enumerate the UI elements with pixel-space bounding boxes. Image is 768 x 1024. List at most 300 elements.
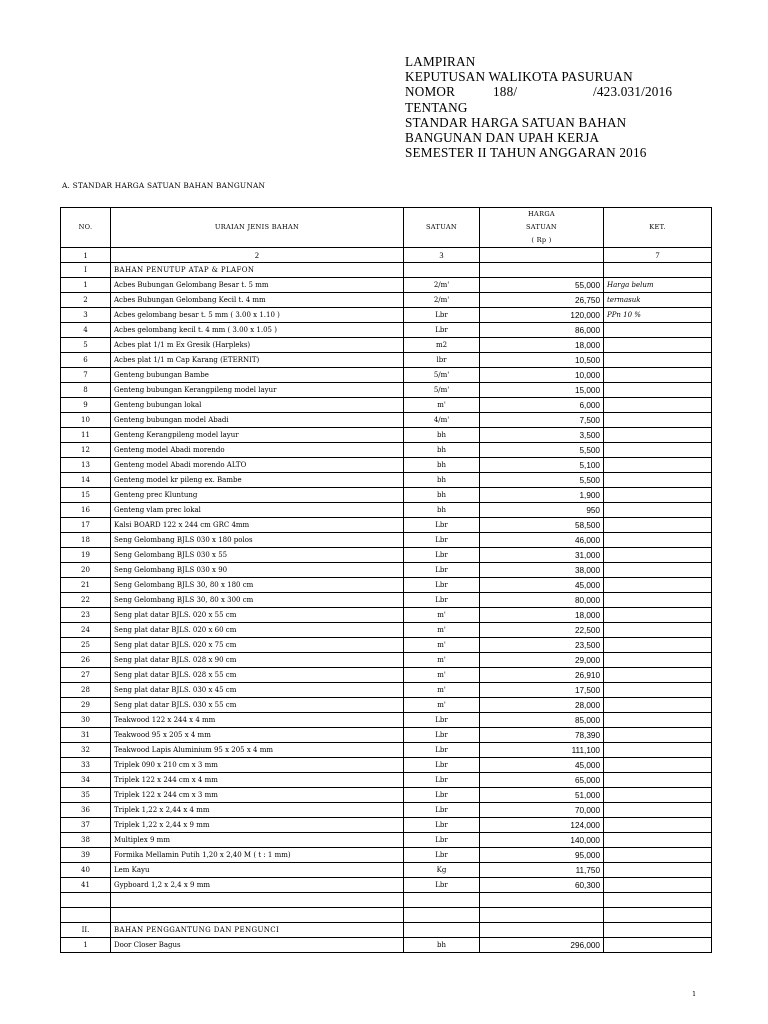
row-number: 6 (61, 353, 111, 368)
empty-cell (480, 893, 604, 908)
row-note (604, 503, 712, 518)
row-number: 8 (61, 383, 111, 398)
table-row (61, 818, 712, 833)
row-unit: m' (404, 668, 480, 683)
row-price: 55,000 (480, 278, 604, 293)
row-description: Acbes plat 1/1 m Ex Gresik (Harpleks) (111, 338, 404, 353)
row-note (604, 398, 712, 413)
row-description: Triplek 090 x 210 cm x 3 mm (111, 758, 404, 773)
row-number: 1 (61, 938, 111, 953)
row-note (604, 383, 712, 398)
row-unit: Lbr (404, 713, 480, 728)
nomor-part2: /423.031/2016 (593, 84, 673, 100)
empty-cell (404, 263, 480, 278)
row-number: 38 (61, 833, 111, 848)
row-unit: m' (404, 698, 480, 713)
row-description: Acbes plat 1/1 m Cap Karang (ETERNIT) (111, 353, 404, 368)
document-header (405, 54, 705, 160)
section-row (61, 923, 712, 938)
table-row (61, 938, 712, 953)
row-note (604, 488, 712, 503)
row-unit: m2 (404, 338, 480, 353)
row-price: 45,000 (480, 758, 604, 773)
row-description: Seng plat datar BJLS. 020 x 60 cm (111, 623, 404, 638)
row-number: 17 (61, 518, 111, 533)
row-unit: Lbr (404, 578, 480, 593)
row-unit: 5/m' (404, 383, 480, 398)
row-note (604, 338, 712, 353)
row-note (604, 593, 712, 608)
row-price: 60,300 (480, 878, 604, 893)
table-row (61, 458, 712, 473)
row-description: Triplek 122 x 244 cm x 3 mm (111, 788, 404, 803)
row-unit: 2/m' (404, 278, 480, 293)
row-unit: Lbr (404, 773, 480, 788)
row-price: 11,750 (480, 863, 604, 878)
row-description: Genteng bubungan Kerangpileng model layur (111, 383, 404, 398)
row-number: 23 (61, 608, 111, 623)
table-row (61, 593, 712, 608)
header-subject-3: SEMESTER II TAHUN ANGGARAN 2016 (405, 145, 647, 161)
row-note (604, 818, 712, 833)
row-description: Seng plat datar BJLS. 020 x 55 cm (111, 608, 404, 623)
row-unit: Lbr (404, 788, 480, 803)
row-number: 26 (61, 653, 111, 668)
row-description: Seng Gelombang BJLS 030 x 180 polos (111, 533, 404, 548)
index-cell: 3 (404, 248, 480, 263)
table-row (61, 683, 712, 698)
row-unit: Lbr (404, 518, 480, 533)
row-description: Seng Gelombang BJLS 030 x 55 (111, 548, 404, 563)
row-unit: bh (404, 428, 480, 443)
row-note (604, 473, 712, 488)
row-price: 17,500 (480, 683, 604, 698)
row-description: Teakwood Lapis Aluminium 95 x 205 x 4 mm (111, 743, 404, 758)
row-number: 35 (61, 788, 111, 803)
row-number: 33 (61, 758, 111, 773)
row-number: 18 (61, 533, 111, 548)
table-row (61, 758, 712, 773)
table-row (61, 338, 712, 353)
row-number: 29 (61, 698, 111, 713)
row-price: 80,000 (480, 593, 604, 608)
row-description: Seng plat datar BJLS. 030 x 45 cm (111, 683, 404, 698)
section-number: I (61, 263, 111, 278)
row-description: Triplek 122 x 244 cm x 4 mm (111, 773, 404, 788)
row-price: 86,000 (480, 323, 604, 338)
table-row (61, 518, 712, 533)
table-row (61, 413, 712, 428)
row-unit: lbr (404, 353, 480, 368)
row-number: 39 (61, 848, 111, 863)
row-number: 4 (61, 323, 111, 338)
row-price: 26,910 (480, 668, 604, 683)
row-number: 32 (61, 743, 111, 758)
row-number: 37 (61, 818, 111, 833)
row-unit: Lbr (404, 878, 480, 893)
header-tentang: TENTANG (405, 99, 468, 115)
row-price: 46,000 (480, 533, 604, 548)
row-number: 24 (61, 623, 111, 638)
table-row (61, 728, 712, 743)
row-description: Seng Gelombang BJLS 30, 80 x 180 cm (111, 578, 404, 593)
row-price: 111,100 (480, 743, 604, 758)
row-description: Genteng prec Kluntung (111, 488, 404, 503)
row-price: 65,000 (480, 773, 604, 788)
row-description: Genteng Kerangpileng model layur (111, 428, 404, 443)
row-description: Genteng model Abadi morendo (111, 443, 404, 458)
row-number: 5 (61, 338, 111, 353)
row-price: 22,500 (480, 623, 604, 638)
row-note (604, 668, 712, 683)
table-row (61, 653, 712, 668)
row-note: Harga belum (604, 278, 712, 293)
row-unit: Lbr (404, 743, 480, 758)
row-price: 18,000 (480, 608, 604, 623)
row-description: Seng Gelombang BJLS 30, 80 x 300 cm (111, 593, 404, 608)
row-description: Lem Kayu (111, 863, 404, 878)
row-description: Seng plat datar BJLS. 028 x 55 cm (111, 668, 404, 683)
row-note (604, 608, 712, 623)
table-row (61, 548, 712, 563)
row-price: 1,900 (480, 488, 604, 503)
empty-cell (111, 893, 404, 908)
row-number: 27 (61, 668, 111, 683)
row-note (604, 743, 712, 758)
row-description: Teakwood 95 x 205 x 4 mm (111, 728, 404, 743)
row-description: Genteng model Abadi morendo ALTO (111, 458, 404, 473)
row-number: 1 (61, 278, 111, 293)
table-row (61, 623, 712, 638)
table-row (61, 368, 712, 383)
table-row (61, 323, 712, 338)
row-price: 38,000 (480, 563, 604, 578)
table-body (61, 248, 712, 953)
row-description: Acbes gelombang besar t. 5 mm ( 3.00 x 1.10 ) (111, 308, 404, 323)
empty-cell (61, 908, 111, 923)
empty-cell (480, 908, 604, 923)
header-harga-line1: HARGA (527, 210, 555, 218)
row-description: Triplek 1,22 x 2,44 x 4 mm (111, 803, 404, 818)
table-row (61, 398, 712, 413)
row-note (604, 443, 712, 458)
table-header-row (61, 208, 712, 248)
index-row (61, 248, 712, 263)
row-unit: Lbr (404, 593, 480, 608)
row-price: 10,000 (480, 368, 604, 383)
row-note (604, 788, 712, 803)
row-number: 20 (61, 563, 111, 578)
row-number: 21 (61, 578, 111, 593)
row-unit: Lbr (404, 833, 480, 848)
row-price: 6,000 (480, 398, 604, 413)
row-number: 12 (61, 443, 111, 458)
row-unit: m' (404, 398, 480, 413)
table-row (61, 473, 712, 488)
row-description: Genteng bubungan Bambe (111, 368, 404, 383)
header-nomor (405, 84, 705, 99)
table-row (61, 308, 712, 323)
row-unit: Lbr (404, 533, 480, 548)
table-row (61, 803, 712, 818)
empty-cell (61, 893, 111, 908)
row-unit: m' (404, 623, 480, 638)
row-number: 30 (61, 713, 111, 728)
row-unit: Lbr (404, 848, 480, 863)
row-price: 7,500 (480, 413, 604, 428)
row-description: Door Closer Bagus (111, 938, 404, 953)
table-row (61, 533, 712, 548)
row-description: Genteng model kr pileng ex. Bambe (111, 473, 404, 488)
row-description: Seng plat datar BJLS. 028 x 90 cm (111, 653, 404, 668)
table-row (61, 833, 712, 848)
row-number: 14 (61, 473, 111, 488)
row-price: 5,100 (480, 458, 604, 473)
row-note (604, 413, 712, 428)
row-number: 16 (61, 503, 111, 518)
row-note (604, 578, 712, 593)
row-unit: Lbr (404, 323, 480, 338)
row-price: 29,000 (480, 653, 604, 668)
row-price: 28,000 (480, 698, 604, 713)
empty-cell (604, 263, 712, 278)
row-price: 950 (480, 503, 604, 518)
row-number: 40 (61, 863, 111, 878)
row-number: 10 (61, 413, 111, 428)
row-unit: Kg (404, 863, 480, 878)
row-price: 26,750 (480, 293, 604, 308)
row-number: 34 (61, 773, 111, 788)
row-unit: Lbr (404, 758, 480, 773)
row-price: 296,000 (480, 938, 604, 953)
table-row (61, 443, 712, 458)
row-description: Kalsi BOARD 122 x 244 cm GRC 4mm (111, 518, 404, 533)
row-note (604, 653, 712, 668)
row-note (604, 833, 712, 848)
header-satuan: SATUAN (404, 208, 480, 248)
table-row (61, 488, 712, 503)
row-note (604, 728, 712, 743)
row-note (604, 698, 712, 713)
row-note (604, 563, 712, 578)
row-description: Teakwood 122 x 244 x 4 mm (111, 713, 404, 728)
table-row (61, 278, 712, 293)
row-price: 58,500 (480, 518, 604, 533)
table-row (61, 428, 712, 443)
row-unit: 5/m' (404, 368, 480, 383)
row-price: 120,000 (480, 308, 604, 323)
row-unit: Lbr (404, 548, 480, 563)
row-number: 25 (61, 638, 111, 653)
section-heading: BAHAN PENGGANTUNG DAN PENGUNCI (111, 923, 404, 938)
row-price: 51,000 (480, 788, 604, 803)
row-note (604, 848, 712, 863)
row-unit: m' (404, 608, 480, 623)
row-note (604, 518, 712, 533)
row-number: 41 (61, 878, 111, 893)
empty-cell (604, 893, 712, 908)
index-cell: 2 (111, 248, 404, 263)
row-note (604, 758, 712, 773)
row-unit: m' (404, 653, 480, 668)
page-number: 1 (692, 990, 697, 998)
row-description: Acbes Bubungan Gelombang Besar t. 5 mm (111, 278, 404, 293)
row-description: Seng plat datar BJLS. 030 x 55 cm (111, 698, 404, 713)
row-unit: 2/m' (404, 293, 480, 308)
row-unit: Lbr (404, 803, 480, 818)
row-unit: m' (404, 638, 480, 653)
row-unit: Lbr (404, 563, 480, 578)
row-number: 7 (61, 368, 111, 383)
row-unit: bh (404, 488, 480, 503)
row-description: Genteng bubungan lokal (111, 398, 404, 413)
row-number: 19 (61, 548, 111, 563)
row-number: 31 (61, 728, 111, 743)
section-heading: BAHAN PENUTUP ATAP & PLAFON (111, 263, 404, 278)
table-row (61, 503, 712, 518)
empty-cell (480, 263, 604, 278)
section-title: A. STANDAR HARGA SATUAN BAHAN BANGUNAN (62, 181, 266, 190)
nomor-part1: 188/ (493, 84, 518, 100)
header-harga-line3: ( Rp ) (531, 236, 552, 244)
table-row (61, 848, 712, 863)
row-note (604, 638, 712, 653)
index-cell (480, 248, 604, 263)
empty-cell (604, 908, 712, 923)
row-price: 5,500 (480, 443, 604, 458)
row-note (604, 548, 712, 563)
row-unit: bh (404, 458, 480, 473)
table-row (61, 743, 712, 758)
row-note (604, 683, 712, 698)
table-row (61, 638, 712, 653)
table-row (61, 608, 712, 623)
row-price: 5,500 (480, 473, 604, 488)
index-cell: 7 (604, 248, 712, 263)
empty-cell (111, 908, 404, 923)
row-note (604, 773, 712, 788)
row-number: 3 (61, 308, 111, 323)
row-price: 10,500 (480, 353, 604, 368)
row-price: 70,000 (480, 803, 604, 818)
row-description: Genteng vlam prec lokal (111, 503, 404, 518)
table-row (61, 863, 712, 878)
row-unit: bh (404, 443, 480, 458)
row-price: 140,000 (480, 833, 604, 848)
row-description: Seng plat datar BJLS. 020 x 75 cm (111, 638, 404, 653)
price-table (60, 207, 712, 953)
row-price: 3,500 (480, 428, 604, 443)
row-note (604, 428, 712, 443)
empty-cell (404, 923, 480, 938)
row-number: 11 (61, 428, 111, 443)
table-row (61, 578, 712, 593)
row-unit: 4/m' (404, 413, 480, 428)
row-description: Acbes Bubungan Gelombang Kecil t. 4 mm (111, 293, 404, 308)
empty-cell (604, 923, 712, 938)
section-number: II. (61, 923, 111, 938)
table-row (61, 878, 712, 893)
section-row (61, 263, 712, 278)
row-unit: bh (404, 503, 480, 518)
row-note (604, 878, 712, 893)
table-row (61, 668, 712, 683)
row-note (604, 713, 712, 728)
row-unit: bh (404, 938, 480, 953)
header-uraian: URAIAN JENIS BAHAN (111, 208, 404, 248)
row-description: Multiplex 9 mm (111, 833, 404, 848)
row-note (604, 323, 712, 338)
row-description: Triplek 1,22 x 2,44 x 9 mm (111, 818, 404, 833)
header-keputusan: KEPUTUSAN WALIKOTA PASURUAN (405, 69, 633, 85)
table-row (61, 353, 712, 368)
header-no: NO. (61, 208, 111, 248)
row-note (604, 533, 712, 548)
table-row (61, 713, 712, 728)
header-lampiran: LAMPIRAN (405, 54, 476, 69)
row-price: 95,000 (480, 848, 604, 863)
row-description: Acbes gelombang kecil t. 4 mm ( 3.00 x 1.05 ) (111, 323, 404, 338)
blank-row (61, 908, 712, 923)
blank-row (61, 893, 712, 908)
header-subject-1: STANDAR HARGA SATUAN BAHAN (405, 114, 627, 130)
row-number: 15 (61, 488, 111, 503)
row-note (604, 368, 712, 383)
row-note (604, 623, 712, 638)
row-unit: Lbr (404, 818, 480, 833)
empty-cell (404, 908, 480, 923)
row-note: termasuk (604, 293, 712, 308)
header-subject-2: BANGUNAN DAN UPAH KERJA (405, 130, 600, 145)
table-row (61, 563, 712, 578)
row-note (604, 458, 712, 473)
table-row (61, 773, 712, 788)
row-number: 2 (61, 293, 111, 308)
row-price: 18,000 (480, 338, 604, 353)
row-price: 23,500 (480, 638, 604, 653)
row-number: 22 (61, 593, 111, 608)
index-cell: 1 (61, 248, 111, 263)
row-number: 36 (61, 803, 111, 818)
row-description: Genteng bubungan model Abadi (111, 413, 404, 428)
row-note (604, 863, 712, 878)
row-unit: Lbr (404, 308, 480, 323)
table-row (61, 788, 712, 803)
row-price: 78,390 (480, 728, 604, 743)
row-price: 31,000 (480, 548, 604, 563)
row-price: 45,000 (480, 578, 604, 593)
row-description: Formika Mellamin Putih 1,20 x 2,40 M ( t : 1 mm) (111, 848, 404, 863)
row-description: Seng Gelombang BJLS 030 x 90 (111, 563, 404, 578)
header-ket: KET. (604, 208, 712, 248)
row-unit: bh (404, 473, 480, 488)
header-harga-line2: SATUAN (525, 223, 557, 231)
row-price: 15,000 (480, 383, 604, 398)
row-number: 28 (61, 683, 111, 698)
row-note (604, 803, 712, 818)
row-price: 124,000 (480, 818, 604, 833)
empty-cell (404, 893, 480, 908)
row-description: Gypboard 1,2 x 2,4 x 9 mm (111, 878, 404, 893)
table-row (61, 293, 712, 308)
empty-cell (480, 923, 604, 938)
row-number: 9 (61, 398, 111, 413)
row-note: PPn 10 % (604, 308, 712, 323)
row-price: 85,000 (480, 713, 604, 728)
header-harga (480, 208, 604, 248)
row-number: 13 (61, 458, 111, 473)
row-note (604, 938, 712, 953)
